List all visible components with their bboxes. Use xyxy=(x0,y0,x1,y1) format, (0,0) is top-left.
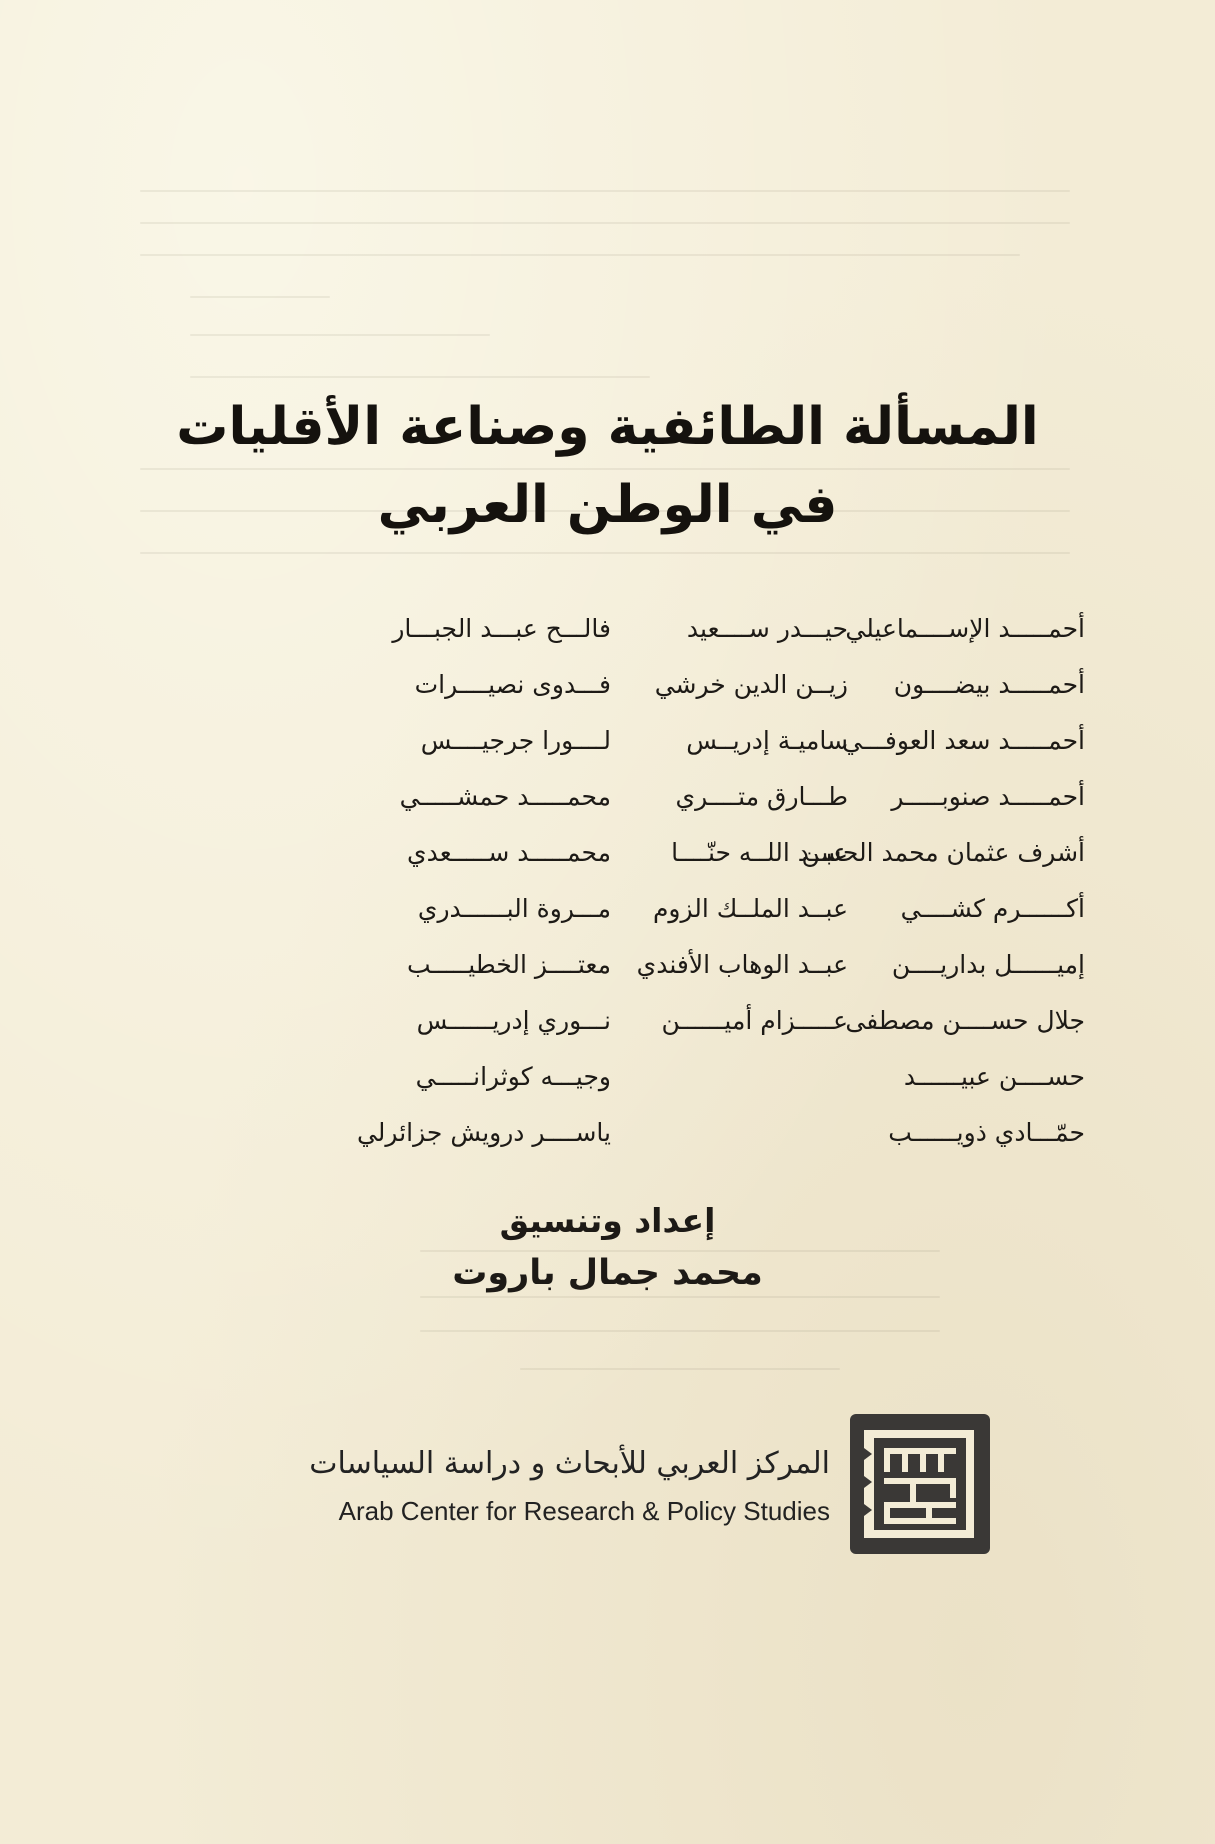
authors-row xyxy=(135,768,1085,824)
author-name: مـــروة البــــــدري xyxy=(417,893,611,923)
authors-row xyxy=(135,824,1085,880)
author-name: عـــــزام أميــــــن xyxy=(661,1005,848,1035)
author-name: حمّـــادي ذويــــــب xyxy=(888,1117,1085,1147)
author-name: عبــد الوهاب الأفندي xyxy=(636,949,848,979)
bleed-through-line xyxy=(420,1330,940,1332)
bleed-through-line xyxy=(190,296,330,298)
authors-row xyxy=(135,600,1085,656)
editor-credit xyxy=(0,1195,1215,1299)
bleed-through-line xyxy=(140,254,1020,256)
authors-row xyxy=(135,992,1085,1048)
author-name: محمـــــد ســـــعدي xyxy=(407,837,611,867)
authors-row xyxy=(135,1104,1085,1160)
publisher-logo-icon xyxy=(850,1414,990,1554)
authors-row xyxy=(135,712,1085,768)
author-name: إميــــــل بداريــــن xyxy=(891,949,1085,979)
author-name: أحمـــــد بيضــــون xyxy=(893,669,1085,699)
editor-name: محمد جمال باروت xyxy=(452,1253,763,1293)
book-title-line-2: في الوطن العربي xyxy=(377,475,838,535)
author-name: فـــدوى نصيــــرات xyxy=(414,669,611,699)
author-name: ساميـة إدريــس xyxy=(686,725,848,755)
publisher-block xyxy=(200,1414,990,1554)
author-name: أكــــــرم كشــــي xyxy=(900,893,1085,923)
author-name: أشرف عثمان محمد الحسن xyxy=(801,837,1085,867)
author-name: أحمـــــد صنوبـــــر xyxy=(891,781,1085,811)
publisher-name-arabic: المركز العربي للأبحاث و دراسة السياسات xyxy=(309,1446,830,1481)
authors-row xyxy=(135,656,1085,712)
author-name: ياســــر درويش جزائرلي xyxy=(356,1117,611,1147)
editor-label: إعداد وتنسيق xyxy=(499,1201,716,1240)
author-name: أحمـــــد سعد العوفـــي xyxy=(842,725,1085,755)
author-name: محمـــــد حمشـــــي xyxy=(399,781,611,811)
authors-row xyxy=(135,936,1085,992)
author-name: زيــن الدين خرشي xyxy=(654,669,848,699)
bleed-through-line xyxy=(520,1368,840,1370)
author-name: نـــوري إدريــــــس xyxy=(416,1005,611,1035)
bleed-through-line xyxy=(140,222,1070,224)
author-name: أحمـــــد الإســــماعيلي xyxy=(845,613,1085,643)
author-name: لــــورا جرجيــــس xyxy=(420,725,611,755)
author-name: وجيـــه كوثرانـــــي xyxy=(415,1061,611,1091)
author-name: طـــارق متــــري xyxy=(675,781,848,811)
bleed-through-line xyxy=(190,376,650,378)
bleed-through-line xyxy=(140,190,1070,192)
author-name: فالـــح عبـــد الجبـــار xyxy=(392,613,611,643)
authors-row xyxy=(135,880,1085,936)
publisher-logo xyxy=(850,1414,990,1554)
author-name: معتــــز الخطيـــــب xyxy=(407,949,611,979)
book-title xyxy=(0,388,1215,544)
bleed-through-line xyxy=(190,334,490,336)
author-name: عبــد اللــه حنّــــا xyxy=(671,837,848,867)
publisher-name-english: Arab Center for Research & Policy Studies xyxy=(338,1496,830,1526)
book-title-line-1: المسألة الطائفية وصناعة الأقليات xyxy=(176,397,1039,457)
author-name: جلال حســــن مصطفى xyxy=(845,1005,1085,1035)
bleed-through-line xyxy=(140,552,1070,554)
author-name: حيـــدر ســــعيد xyxy=(686,613,848,643)
authors-row xyxy=(135,1048,1085,1104)
author-name: حســــن عبيــــــد xyxy=(903,1061,1085,1091)
authors-list xyxy=(135,600,1085,1160)
author-name: عبــد الملــك الزوم xyxy=(652,893,848,923)
